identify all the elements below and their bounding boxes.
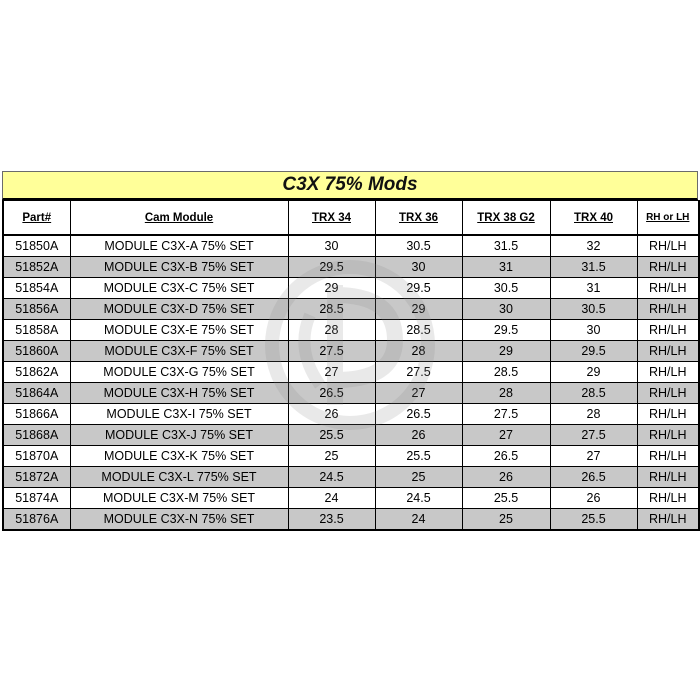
cell-trx36: 26	[375, 425, 462, 446]
cell-trx38g2: 30	[462, 299, 550, 320]
cell-cam-module: MODULE C3X-D 75% SET	[70, 299, 288, 320]
cell-trx34: 24.5	[288, 467, 375, 488]
cell-trx38g2: 28.5	[462, 362, 550, 383]
table-row	[3, 488, 699, 509]
table-row	[3, 509, 699, 531]
cell-trx34: 27.5	[288, 341, 375, 362]
cell-side: RH/LH	[637, 404, 699, 425]
cell-trx34: 28.5	[288, 299, 375, 320]
cell-trx34: 23.5	[288, 509, 375, 531]
cell-trx34: 26.5	[288, 383, 375, 404]
cell-cam-module: MODULE C3X-G 75% SET	[70, 362, 288, 383]
cell-trx36: 25	[375, 467, 462, 488]
mods-table	[2, 200, 700, 531]
table-title: C3X 75% Mods	[282, 174, 418, 195]
table-title-bar	[2, 171, 698, 200]
cell-trx38g2: 31	[462, 257, 550, 278]
cell-side: RH/LH	[637, 299, 699, 320]
table-row	[3, 467, 699, 488]
cell-trx40: 26	[550, 488, 637, 509]
header-cam-module: Cam Module	[70, 201, 288, 236]
cell-trx38g2: 28	[462, 383, 550, 404]
cell-part: 51866A	[3, 404, 70, 425]
cell-trx38g2: 31.5	[462, 235, 550, 257]
header-trx40: TRX 40	[550, 201, 637, 236]
cell-trx34: 25.5	[288, 425, 375, 446]
cell-trx38g2: 29.5	[462, 320, 550, 341]
cell-cam-module: MODULE C3X-I 75% SET	[70, 404, 288, 425]
cell-trx40: 30.5	[550, 299, 637, 320]
cell-trx34: 28	[288, 320, 375, 341]
table-row	[3, 257, 699, 278]
cell-trx36: 27	[375, 383, 462, 404]
table-row	[3, 320, 699, 341]
cell-trx36: 28.5	[375, 320, 462, 341]
cell-trx40: 27	[550, 446, 637, 467]
cell-trx36: 30	[375, 257, 462, 278]
cell-trx40: 32	[550, 235, 637, 257]
cell-trx38g2: 29	[462, 341, 550, 362]
table-row	[3, 235, 699, 257]
cell-trx34: 26	[288, 404, 375, 425]
cell-trx40: 29.5	[550, 341, 637, 362]
cell-side: RH/LH	[637, 446, 699, 467]
cell-trx36: 24.5	[375, 488, 462, 509]
cell-part: 51876A	[3, 509, 70, 531]
cell-trx36: 29.5	[375, 278, 462, 299]
cell-trx34: 27	[288, 362, 375, 383]
cell-part: 51852A	[3, 257, 70, 278]
cell-part: 51858A	[3, 320, 70, 341]
table-row	[3, 404, 699, 425]
cell-side: RH/LH	[637, 383, 699, 404]
cell-part: 51864A	[3, 383, 70, 404]
cell-trx34: 24	[288, 488, 375, 509]
header-side: RH or LH	[637, 201, 699, 236]
cell-trx36: 24	[375, 509, 462, 531]
cell-side: RH/LH	[637, 235, 699, 257]
cell-trx38g2: 26.5	[462, 446, 550, 467]
cell-trx40: 31.5	[550, 257, 637, 278]
cell-cam-module: MODULE C3X-N 75% SET	[70, 509, 288, 531]
cell-trx36: 26.5	[375, 404, 462, 425]
header-trx34: TRX 34	[288, 201, 375, 236]
cell-trx40: 26.5	[550, 467, 637, 488]
cell-side: RH/LH	[637, 320, 699, 341]
cell-part: 51854A	[3, 278, 70, 299]
cell-cam-module: MODULE C3X-K 75% SET	[70, 446, 288, 467]
cell-trx36: 25.5	[375, 446, 462, 467]
cell-cam-module: MODULE C3X-L 775% SET	[70, 467, 288, 488]
cell-trx34: 30	[288, 235, 375, 257]
header-trx36: TRX 36	[375, 201, 462, 236]
cell-trx36: 27.5	[375, 362, 462, 383]
cell-trx38g2: 25.5	[462, 488, 550, 509]
cell-part: 51860A	[3, 341, 70, 362]
table-row	[3, 446, 699, 467]
cell-trx34: 25	[288, 446, 375, 467]
header-row	[3, 201, 699, 236]
cell-side: RH/LH	[637, 341, 699, 362]
cell-part: 51856A	[3, 299, 70, 320]
table-row	[3, 425, 699, 446]
cell-trx38g2: 25	[462, 509, 550, 531]
cell-trx40: 29	[550, 362, 637, 383]
table-row	[3, 299, 699, 320]
table-row	[3, 341, 699, 362]
cell-cam-module: MODULE C3X-M 75% SET	[70, 488, 288, 509]
cell-part: 51870A	[3, 446, 70, 467]
cell-part: 51850A	[3, 235, 70, 257]
cell-side: RH/LH	[637, 257, 699, 278]
table-row	[3, 362, 699, 383]
cell-trx40: 30	[550, 320, 637, 341]
cell-trx36: 29	[375, 299, 462, 320]
cell-side: RH/LH	[637, 362, 699, 383]
cell-trx34: 29.5	[288, 257, 375, 278]
cell-trx38g2: 26	[462, 467, 550, 488]
header-part: Part#	[3, 201, 70, 236]
cell-side: RH/LH	[637, 509, 699, 531]
cell-side: RH/LH	[637, 425, 699, 446]
cell-cam-module: MODULE C3X-A 75% SET	[70, 235, 288, 257]
cell-trx40: 27.5	[550, 425, 637, 446]
cell-side: RH/LH	[637, 278, 699, 299]
cell-side: RH/LH	[637, 467, 699, 488]
cell-cam-module: MODULE C3X-E 75% SET	[70, 320, 288, 341]
cell-part: 51872A	[3, 467, 70, 488]
cell-trx38g2: 27.5	[462, 404, 550, 425]
cell-cam-module: MODULE C3X-C 75% SET	[70, 278, 288, 299]
cell-part: 51874A	[3, 488, 70, 509]
cell-trx34: 29	[288, 278, 375, 299]
mods-table-container	[2, 171, 698, 531]
header-trx38g2: TRX 38 G2	[462, 201, 550, 236]
table-row	[3, 383, 699, 404]
cell-cam-module: MODULE C3X-B 75% SET	[70, 257, 288, 278]
cell-trx36: 30.5	[375, 235, 462, 257]
cell-cam-module: MODULE C3X-H 75% SET	[70, 383, 288, 404]
cell-part: 51868A	[3, 425, 70, 446]
cell-trx40: 25.5	[550, 509, 637, 531]
cell-cam-module: MODULE C3X-F 75% SET	[70, 341, 288, 362]
cell-part: 51862A	[3, 362, 70, 383]
cell-trx36: 28	[375, 341, 462, 362]
table-body	[3, 235, 699, 530]
cell-trx40: 28	[550, 404, 637, 425]
cell-trx40: 31	[550, 278, 637, 299]
cell-trx38g2: 27	[462, 425, 550, 446]
cell-trx38g2: 30.5	[462, 278, 550, 299]
table-row	[3, 278, 699, 299]
cell-trx40: 28.5	[550, 383, 637, 404]
cell-side: RH/LH	[637, 488, 699, 509]
cell-cam-module: MODULE C3X-J 75% SET	[70, 425, 288, 446]
